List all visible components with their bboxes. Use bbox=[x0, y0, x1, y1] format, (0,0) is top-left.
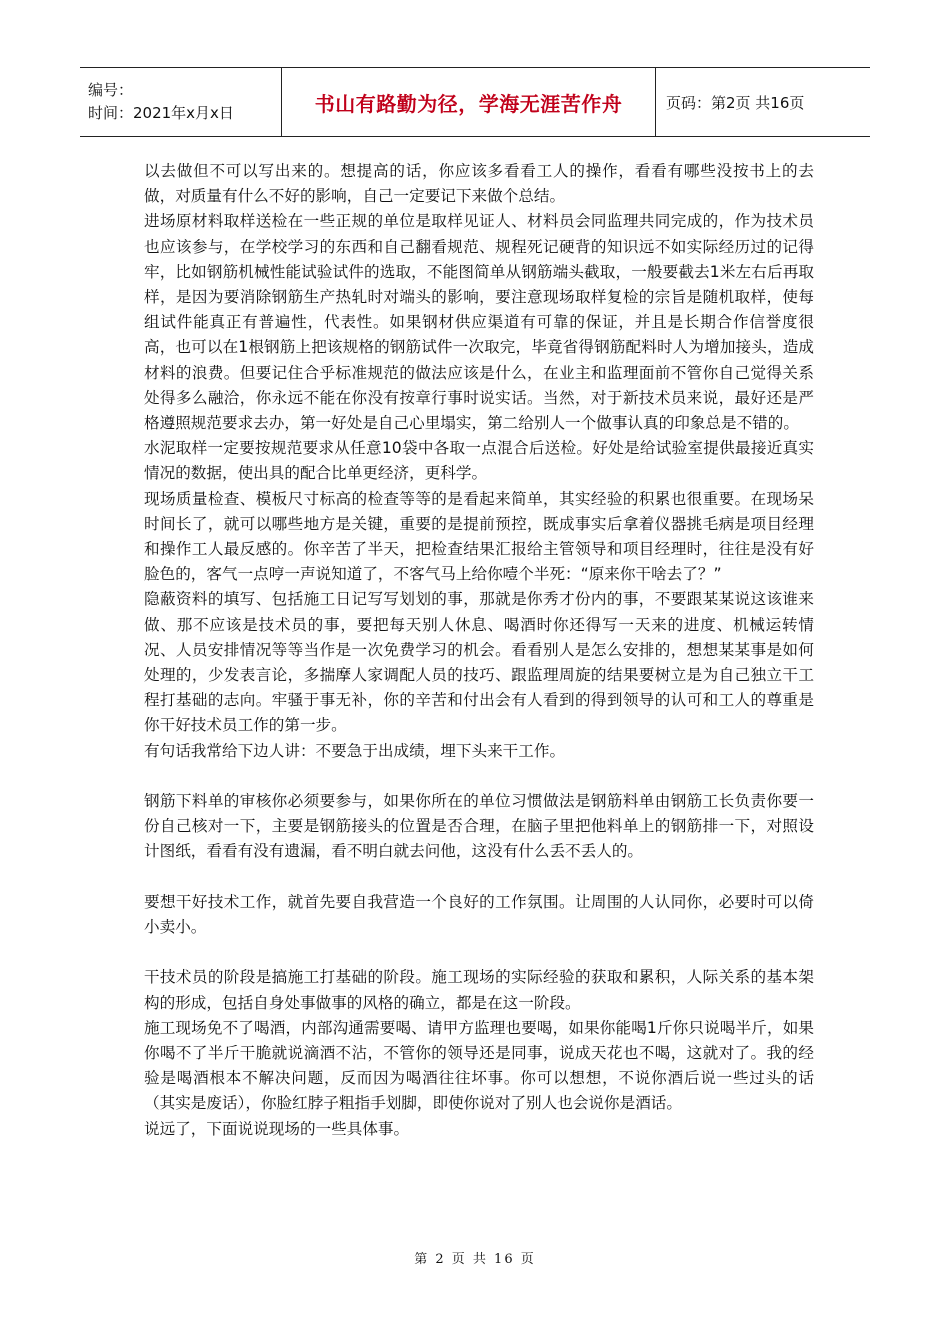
document-body bbox=[144, 159, 814, 1142]
body-paragraph: 现场质量检查、模板尺寸标高的检查等等的是看起来简单，其实经验的积累也很重要。在现场呆时间长了，就可以哪些地方是关键，重要的是提前预控，既成事实后拿着仪器挑毛病是项目经理和操作工人最反感的。你辛苦了半天，把检查结果汇报给主管领导和项目经理时，往往是没有好脸色的，客气一点哼一声说知道了，不客气马上给你噎个半死：“原来你干啥去了？” bbox=[144, 489, 814, 584]
body-paragraph: 进场原材料取样送检在一些正规的单位是取样见证人、材料员会同监理共同完成的，作为技术员也应该参与，在学校学习的东西和自己翻看规范、规程死记硬背的知识远不如实际经历过的记得牢，比如钢筋机械性能试验试件的选取，不能图简单从钢筋端头截取，一般要截去1米左右后再取样，是因为要消除钢筋生产热轧时对端头的影响，要注意现场取样复检的宗旨是随机取样，使每组试件能真正有普遍性，代表性。如果钢材供应渠道有可靠的保证，并且是长期合作信誉度很高，也可以在1根钢筋上把该规格的钢筋试件一次取完，毕竟省得钢筋配料时人为增加接头，造成材料的浪费。但要记住合乎标准规范的做法应该是什么，在业主和监理面前不管你自己觉得关系处得多么融洽，你永远不能在你没有按章行事时说实话。当然，对于新技术员来说，最好还是严格遵照规范要求去办，第一好处是自己心里塌实，第二给别人一个做事认真的印象总是不错的。 bbox=[144, 212, 814, 433]
page-footer: 第 2 页 共 16 页 bbox=[414, 1252, 536, 1267]
body-paragraph: 施工现场免不了喝酒，内部沟通需要喝、请甲方监理也要喝，如果你能喝1斤你只说喝半斤，如果你喝不了半斤干脆就说滴酒不沾，不管你的领导还是同事，说成天花也不喝，这就对了。我的经验是喝酒根本不解决问题，反而因为喝酒往往坏事。你可以想想，不说你酒后说一些过头的话（其实是废话），你脸红脖子粗指手划脚，即使你说对了别人也会说你是酒话。 bbox=[144, 1018, 814, 1113]
document-date: 时间：2021年x月x日 bbox=[88, 104, 234, 122]
body-paragraph: 说远了，下面说说现场的一些具体事。 bbox=[144, 1119, 410, 1138]
body-paragraph: 干技术员的阶段是搞施工打基础的阶段。施工现场的实际经验的获取和累积，人际关系的基本架构的形成，包括自身处事做事的风格的确立，都是在这一阶段。 bbox=[144, 968, 814, 1012]
header-motto: 书山有路勤为径，学海无涯苦作舟 bbox=[281, 68, 656, 136]
document-header bbox=[80, 67, 870, 137]
body-paragraph: 隐蔽资料的填写、包括施工日记写写划划的事，那就是你秀才份内的事，不要跟某某说这该谁来做、那不应该是技术员的事，要把每天别人休息、喝酒时你还得写一天来的进度、机械运转情况、人员安排情况等等当作是一次免费学习的机会。看看别人是怎么安排的，想想某某事是如何处理的，少发表言论，多揣摩人家调配人员的技巧、跟监理周旋的结果要树立是为自己独立干工程打基础的志向。牢骚于事无补，你的辛苦和付出会有人看到的得到领导的认可和工人的尊重是你干好技术员工作的第一步。 bbox=[144, 590, 814, 735]
blank-line bbox=[144, 865, 814, 890]
header-meta bbox=[80, 68, 281, 136]
header-page-info: 页码：第2页 共16页 bbox=[666, 93, 805, 112]
document-number-label: 编号： bbox=[88, 81, 134, 99]
body-paragraph: 钢筋下料单的审核你必须要参与，如果你所在的单位习惯做法是钢筋料单由钢筋工长负责你要一份自己核对一下，主要是钢筋接头的位置是否合理，在脑子里把他料单上的钢筋排一下，对照设计图纸，看看有没有遗漏，看不明白就去问他，这没有什么丢不丢人的。 bbox=[144, 792, 814, 861]
body-paragraph: 以去做但不可以写出来的。想提高的话，你应该多看看工人的操作，看看有哪些没按书上的去做，对质量有什么不好的影响，自己一定要记下来做个总结。 bbox=[144, 162, 814, 206]
blank-line bbox=[144, 764, 814, 789]
body-paragraph: 有句话我常给下边人讲：不要急于出成绩，埋下头来干工作。 bbox=[144, 741, 566, 760]
body-paragraph: 要想干好技术工作，就首先要自我营造一个良好的工作氛围。让周围的人认同你，必要时可以倚小卖小。 bbox=[144, 892, 814, 937]
blank-line bbox=[144, 940, 814, 965]
body-paragraph: 水泥取样一定要按规范要求从任意10袋中各取一点混合后送检。好处是给试验室提供最接近真实情况的数据，使出具的配合比单更经济，更科学。 bbox=[144, 439, 814, 483]
